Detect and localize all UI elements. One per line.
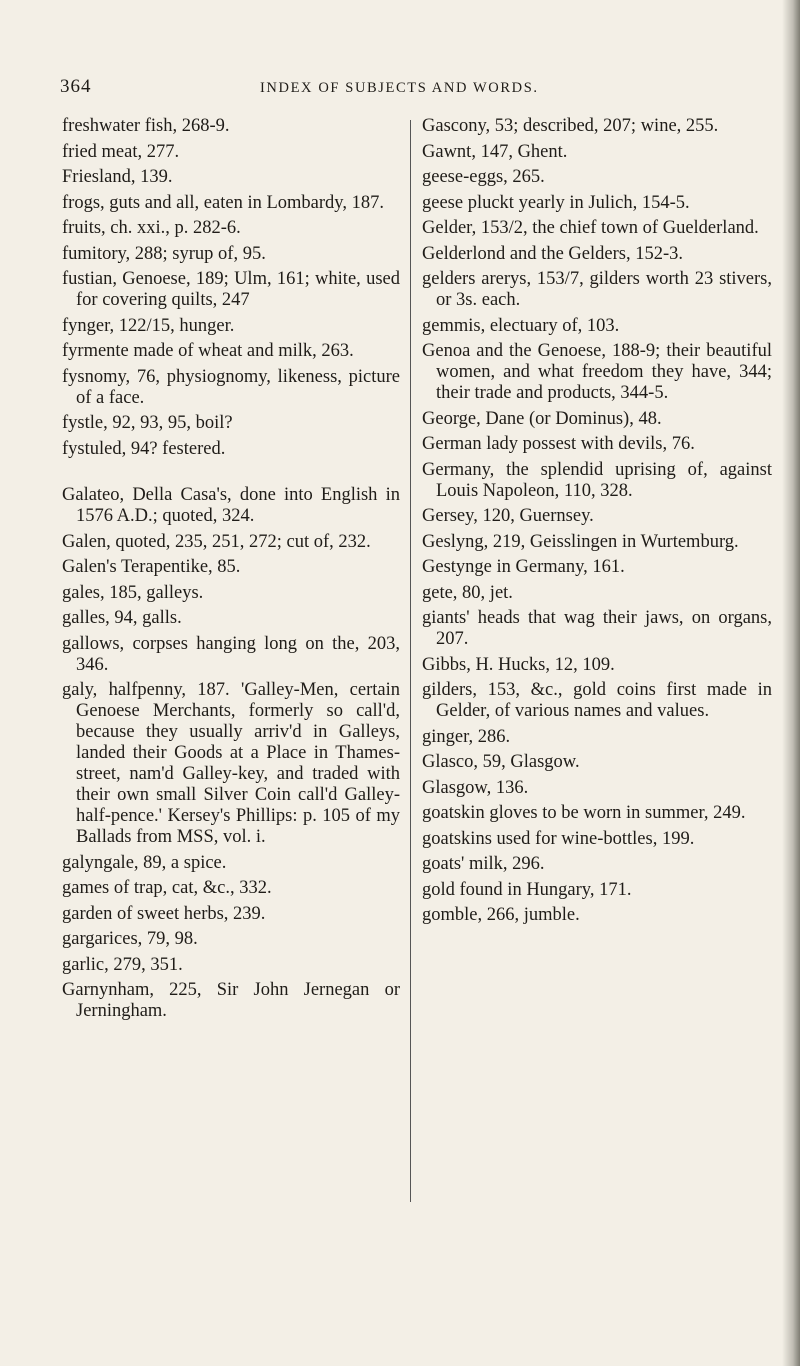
right-column	[422, 116, 772, 931]
index-entry: gold found in Hungary, 171.	[422, 879, 632, 900]
index-entry: gemmis, electuary of, 103.	[422, 315, 620, 336]
index-entry: games of trap, cat, &c., 332.	[62, 878, 272, 898]
index-entry: Gawnt, 147, Ghent.	[422, 141, 568, 162]
index-entry: gales, 185, galleys.	[62, 582, 204, 603]
index-entry: Glasco, 59, Glasgow.	[422, 752, 580, 772]
index-entry: Galateo, Della Casa's, done into English in 1576 A.D.; quoted, 324.	[62, 485, 400, 526]
index-entry: goatskins used for wine-bottles, 199.	[422, 828, 695, 849]
index-entry: fynger, 122/15, hunger.	[62, 315, 235, 336]
running-head: INDEX OF SUBJECTS AND WORDS.	[260, 80, 539, 96]
index-entry: fyrmente made of wheat and milk, 263.	[62, 341, 354, 361]
index-entry: geese-eggs, 265.	[422, 167, 545, 187]
index-entry: fruits, ch. xxi., p. 282-6.	[62, 218, 241, 238]
index-entry: giants' heads that wag their jaws, on organs, 207.	[422, 608, 772, 649]
page-number: 364	[60, 76, 92, 97]
index-entry: gelders arerys, 153/7, gilders worth 23 stivers, or 3s. each.	[422, 269, 772, 310]
index-entry: George, Dane (or Dominus), 48.	[422, 408, 662, 429]
page-header	[60, 76, 760, 104]
index-entry: Geslyng, 219, Geisslingen in Wurtemburg.	[422, 531, 739, 552]
column-divider	[410, 120, 411, 1202]
index-entry: Gersey, 120, Guernsey.	[422, 506, 594, 526]
index-entry: fried meat, 277.	[62, 141, 180, 162]
index-entry: garden of sweet herbs, 239.	[62, 903, 266, 924]
index-entry: Galen's Terapentike, 85.	[62, 557, 241, 577]
index-entry: fystuled, 94? festered.	[62, 438, 226, 459]
index-entry: gete, 80, jet.	[422, 582, 513, 603]
index-entry: fysnomy, 76, physiognomy, likeness, picture of a face.	[62, 366, 400, 408]
index-entry: freshwater fish, 268-9.	[62, 116, 230, 136]
index-entry: Garnynham, 225, Sir John Jernegan or Jerningham.	[62, 980, 400, 1021]
index-entry: Gascony, 53; described, 207; wine, 255.	[422, 116, 719, 136]
index-entry: gomble, 266, jumble.	[422, 905, 580, 925]
left-column	[62, 116, 400, 1027]
index-entry: fumitory, 288; syrup of, 95.	[62, 243, 266, 264]
index-entry: Gestynge in Germany, 161.	[422, 557, 625, 577]
index-entry: Gelder, 153/2, the chief town of Guelderland.	[422, 218, 759, 238]
index-entry: Germany, the splendid uprising of, against Louis Napoleon, 110, 328.	[422, 459, 772, 501]
index-entry: Gibbs, H. Hucks, 12, 109.	[422, 654, 615, 675]
page-edge-shadow	[782, 0, 800, 1366]
index-entry: Genoa and the Genoese, 188-9; their beautiful women, and what freedom they have, 344; their trade and products, 344-5.	[422, 341, 772, 403]
index-entry: galy, halfpenny, 187. 'Galley-Men, certain Genoese Merchants, formerly so call'd, because they usually arriv'd in Galleys, landed their Goods at a Place in Thames-street, nam'd Galley-key, and traded with their own small Silver Coin call'd Galley-half-pence.' Kersey's Phillips: p. 105 of my Ballads from MSS, vol. i.	[62, 680, 400, 847]
index-entry: geese pluckt yearly in Julich, 154-5.	[422, 192, 690, 213]
index-entry: Friesland, 139.	[62, 167, 173, 187]
index-entry: gallows, corpses hanging long on the, 203, 346.	[62, 633, 400, 675]
index-entry: Galen, quoted, 235, 251, 272; cut of, 232.	[62, 531, 371, 552]
index-entry: German lady possest with devils, 76.	[422, 434, 695, 454]
section-gap	[62, 464, 400, 485]
index-entry: Glasgow, 136.	[422, 777, 529, 798]
index-entry: fustian, Genoese, 189; Ulm, 161; white, used for covering quilts, 247	[62, 269, 400, 310]
index-entry: goatskin gloves to be worn in summer, 249.	[422, 803, 746, 823]
index-entry: Gelderlond and the Gelders, 152-3.	[422, 243, 683, 264]
index-entry: ginger, 286.	[422, 726, 511, 747]
index-entry: frogs, guts and all, eaten in Lombardy, 187.	[62, 192, 384, 213]
index-entry: garlic, 279, 351.	[62, 954, 183, 975]
index-entry: galles, 94, galls.	[62, 608, 182, 628]
index-entry: goats' milk, 296.	[422, 854, 545, 874]
index-entry: fystle, 92, 93, 95, boil?	[62, 413, 233, 433]
index-entry: galyngale, 89, a spice.	[62, 852, 227, 873]
index-entry: gargarices, 79, 98.	[62, 929, 198, 949]
index-entry: gilders, 153, &c., gold coins first made in Gelder, of various names and values.	[422, 680, 772, 721]
